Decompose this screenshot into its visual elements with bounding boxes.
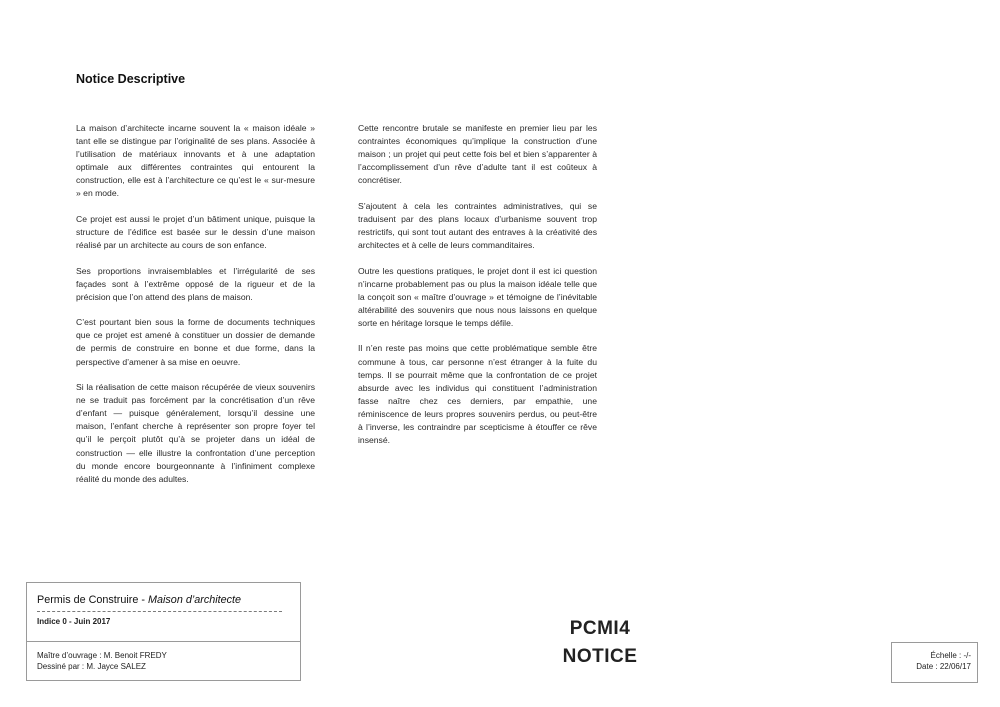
revision-index: Indice 0 - Juin 2017 — [37, 617, 111, 626]
project-type: Permis de Construire — [37, 594, 139, 606]
title-block-credits — [27, 642, 300, 672]
paragraph: S’ajoutent à cela les contraintes administratives, qui se traduisent par des plans locaux d’urbanisme souvent trop restrictifs, qui sont tout autant des entraves à la créativité des architectes et à celle de leurs commanditaires. — [358, 200, 597, 251]
text-column-left — [76, 122, 315, 498]
scale-line: Échelle : -/- — [930, 651, 971, 660]
owner-line: Maître d’ouvrage : M. Benoit FREDY — [37, 651, 167, 660]
text-column-right — [358, 122, 597, 460]
paragraph: C’est pourtant bien sous la forme de documents techniques que ce projet est amené à constituer un dossier de demande de permis de construire en bonne et due forme, dans la perspective d’amener à sa mise en oeuvre. — [76, 317, 315, 367]
paragraph: Ce projet est aussi le projet d’un bâtiment unique, puisque la structure de l’édifice est basée sur le dessin d’une maison réalisé par un architecte au cours de son enfance. — [76, 213, 315, 251]
drafter-line: Dessiné par : M. Jayce SALEZ — [37, 662, 146, 671]
title-block — [26, 582, 301, 681]
scale-date-box — [891, 642, 978, 683]
piece-code: PCMI4 — [569, 618, 631, 639]
paragraph: Cette rencontre brutale se manifeste en premier lieu par les contraintes économiques qu’implique la construction d’une maison ; un projet qui peut cette fois bel et bien s’apparenter à l’accomplissement d’un rêve d’adulte tant il est coûteux à concrétiser. — [358, 123, 597, 186]
paragraph: Ses proportions invraisemblables et l’irrégularité de ses façades sont à l’extrême opposé de la rigueur et de la précision que l’on attend des plans de maison. — [76, 265, 315, 302]
paragraph: Si la réalisation de cette maison récupérée de vieux souvenirs ne se traduit pas forcément par la concrétisation d’un rêve d’enfant — puisque généralement, lorsqu’il dessine une maison, l’enfant cherche à représenter son propre foyer tel qu’il le perçoit plutôt qu’à se projeter dans un idéal de construction — elle illustre la confrontation d’une perception du monde encore bourgeonnante à l’infiniment complexe réalité du monde des adultes. — [76, 382, 315, 484]
paragraph: Outre les questions pratiques, le projet dont il est ici question n’incarne probablement pas ou plus la maison idéale telle que la conçoit son « maître d’ouvrage » et témoigne de l’inévitable altérabilité des souvenirs que nous nous laissons en quelque sorte en héritage lorsque le temps défile. — [358, 265, 597, 328]
paragraph: Il n’en reste pas moins que cette problématique semble être commune à tous, car personne n’est étranger à la fuite du temps. Il se pourrait même que la confrontation de ce projet absurde avec les individus qui constituent l’administration fasse naître chez ces derniers, par empathie, une réminiscence de leurs propres souvenirs perdus, ou peut-être à l’inverse, les contraindre par scepticisme à étouffer ce rêve insensé. — [358, 343, 597, 446]
page-title: Notice Descriptive — [76, 72, 186, 86]
project-name: Maison d’architecte — [148, 594, 242, 606]
piece-label: NOTICE — [562, 646, 638, 667]
title-separator: - — [141, 594, 146, 606]
date-line: Date : 22/06/17 — [916, 662, 971, 671]
title-block-title — [37, 594, 300, 606]
title-block-header — [27, 583, 300, 642]
paragraph: La maison d’architecte incarne souvent la « maison idéale » tant elle se distingue par l’originalité de ses plans. Associée à l’utilisation de matériaux innovants et à une adaptation optimale aux différentes contraintes qui entourent la construction, elle est à l’architecture ce qu’est le « sur-mesure » en mode. — [76, 123, 315, 199]
dashed-divider — [37, 611, 282, 612]
